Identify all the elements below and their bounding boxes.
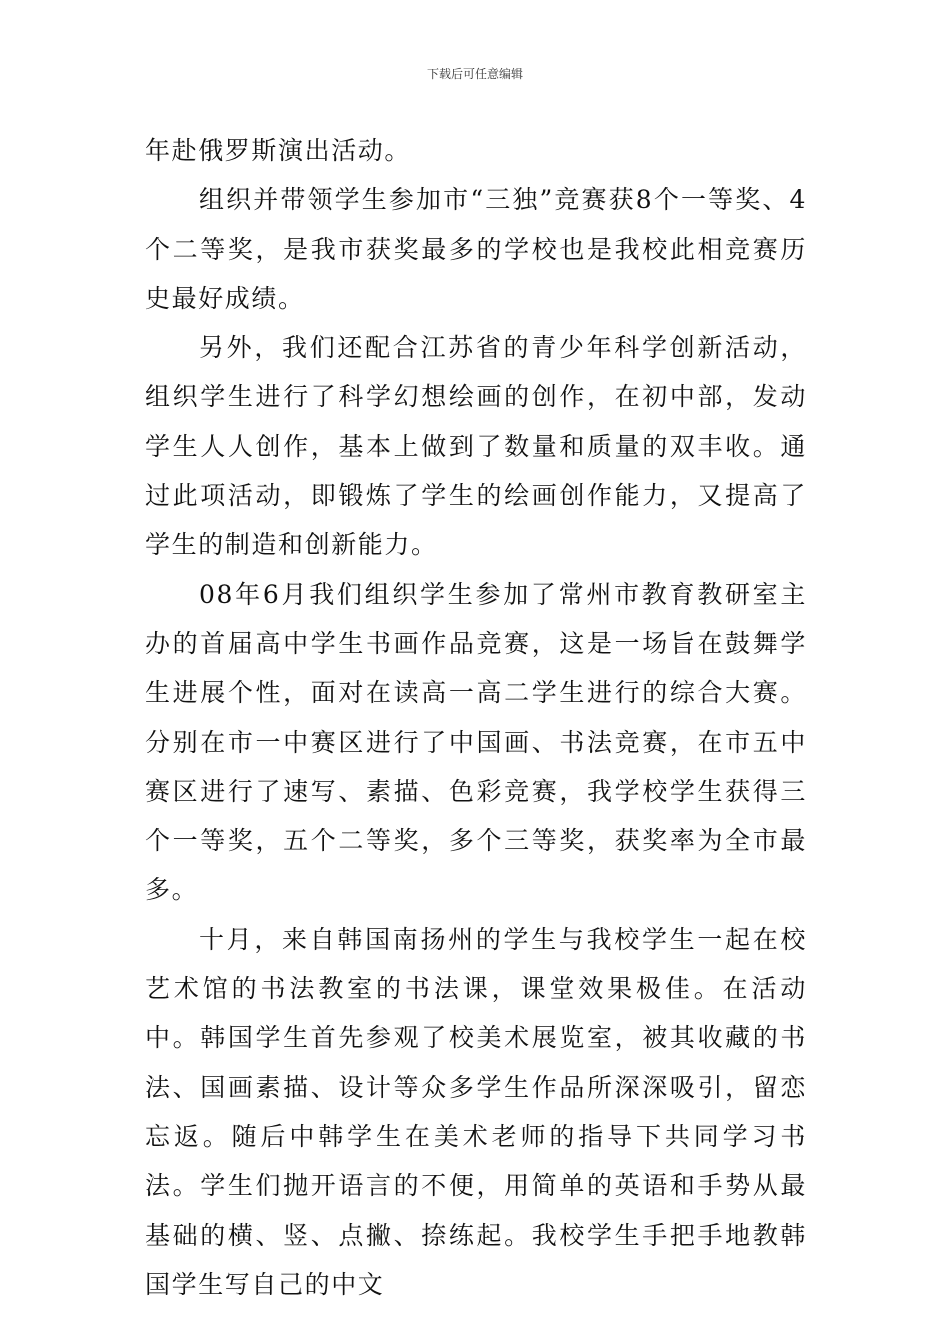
- header-note: 下载后可任意编辑: [426, 67, 523, 81]
- paragraph-competition: 组织并带领学生参加市“三独”竞赛获8个一等奖、4个二等奖，是我市获奖最多的学校也是我校此相竞赛历史最好成绩。: [145, 185, 807, 313]
- paragraph-continuation: 年赴俄罗斯演出活动。: [145, 136, 412, 165]
- paragraph-science-painting: 另外，我们还配合江苏省的青少年科学创新活动，组织学生进行了科学幻想绘画的创作，在初中部，发动学生人人创作，基本上做到了数量和质量的双丰收。通过此项活动，即锻炼了学生的绘画创作能力，又提高了学生的制造和创新能力。: [145, 333, 807, 560]
- body-text: [145, 126, 807, 1309]
- paragraph-calligraphy-contest: 08年6月我们组织学生参加了常州市教育教研室主办的首届高中学生书画作品竞赛，这是一场旨在鼓舞学生进展个性，面对在读高一高二学生进行的综合大赛。分别在市一中赛区进行了中国画、书法竞赛，在市五中赛区进行了速写、素描、色彩竞赛，我学校学生获得三个一等奖，五个二等奖，多个三等奖，获奖率为全市最多。: [145, 579, 807, 905]
- paragraph-korean-exchange: 十月，来自韩国南扬州的学生与我校学生一起在校艺术馆的书法教室的书法课，课堂效果极佳。在活动中。韩国学生首先参观了校美术展览室，被其收藏的书法、国画素描、设计等众多学生作品所深深吸引，留恋忘返。随后中韩学生在美术老师的指导下共同学习书法。学生们抛开语言的不便，用简单的英语和手势从最基础的横、竖、点撇、捺练起。我校学生手把手地教韩国学生写自己的中文: [145, 924, 807, 1299]
